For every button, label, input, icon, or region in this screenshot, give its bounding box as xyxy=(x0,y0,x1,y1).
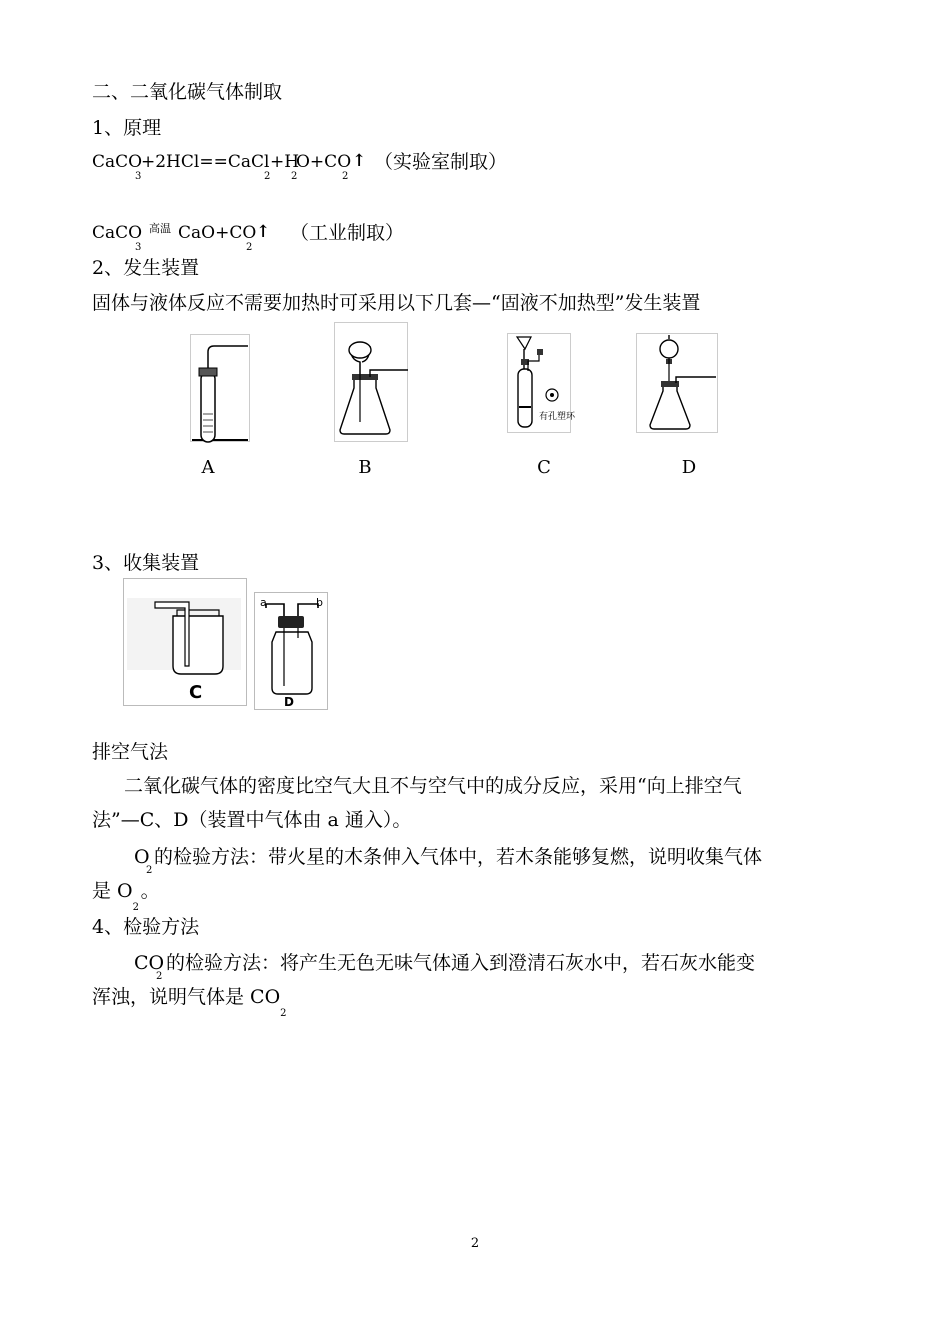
formula-subscript: 3 xyxy=(135,242,142,253)
o2-test-subscript: 2 xyxy=(146,865,153,876)
apparatus-b-figure xyxy=(334,322,408,442)
o2-test-text-2 xyxy=(92,879,160,913)
formula-subscript: 2 xyxy=(264,171,271,182)
co2-test-text-1: 的检验方法：将产生无色无味气体通入到澄清石灰水中，若石灰水能变 xyxy=(166,952,756,974)
o2-test-text-2-suffix: 。 xyxy=(140,880,160,902)
porous-plate-caption: 有孔塑环 xyxy=(539,412,576,422)
method-text-line-1: 二氧化碳气体的密度比空气大且不与空气中的成分反应，采用“向上排空气 xyxy=(124,775,742,797)
collection-c-label: C xyxy=(189,682,203,703)
collection-d-figure xyxy=(254,592,328,710)
port-a-label: a xyxy=(260,596,267,609)
apparatus-d-label: D xyxy=(681,457,697,478)
o2-test-prefix: O xyxy=(134,846,150,868)
formula-part: +H xyxy=(270,152,300,172)
formula-part: O+CO xyxy=(296,152,352,172)
apparatus-d-figure xyxy=(636,333,718,433)
formula-subscript: 2 xyxy=(342,171,349,182)
test-heading: 4、检验方法 xyxy=(92,916,200,938)
method-title: 排空气法 xyxy=(92,741,169,763)
co2-test-subscript: 2 xyxy=(156,971,163,982)
co2-test-text-2-subscript: 2 xyxy=(280,1008,287,1019)
formula-part: CaCO xyxy=(92,223,143,243)
co2-test-prefix: CO xyxy=(134,952,165,974)
apparatus-a-figure xyxy=(190,334,250,442)
up-arrow-icon: ↑ xyxy=(256,222,271,242)
generator-heading: 2、发生装置 xyxy=(92,257,200,279)
collection-c-figure xyxy=(123,578,247,706)
formula-subscript: 2 xyxy=(291,171,298,182)
method-text-line-2: 法”—C、D（装置中气体由 a 通入）。 xyxy=(92,809,412,831)
apparatus-a-label: A xyxy=(201,457,215,478)
up-arrow-icon: ↑ xyxy=(352,151,367,171)
principle-heading: 1、原理 xyxy=(92,117,162,139)
section-title: 二、二氧化碳气体制取 xyxy=(92,81,283,103)
formula-note: （工业制取） xyxy=(290,222,405,244)
o2-test-text-2-subscript: 2 xyxy=(132,902,139,913)
page-number: 2 xyxy=(470,1236,480,1251)
generator-description: 固体与液体反应不需要加热时可采用以下几套—“固液不加热型”发生装置 xyxy=(92,292,701,314)
formula-subscript: 2 xyxy=(246,242,253,253)
collection-d-label: D xyxy=(284,695,294,709)
apparatus-c-label: C xyxy=(537,457,551,478)
formula-subscript: 3 xyxy=(135,171,142,182)
reaction-condition: 高温 xyxy=(149,222,171,235)
collection-heading: 3、收集装置 xyxy=(92,552,200,574)
apparatus-c-figure xyxy=(507,333,576,433)
o2-test-text-2-prefix: 是 O xyxy=(92,880,133,902)
formula-note: （实验室制取） xyxy=(374,151,508,173)
formula-part: CaCO xyxy=(92,152,143,172)
co2-test-text-2-main: 浑浊，说明气体是 CO xyxy=(92,986,281,1008)
port-b-label: b xyxy=(316,596,323,609)
o2-test-text-1: 的检验方法：带火星的木条伸入气体中，若木条能够复燃，说明收集气体 xyxy=(154,846,763,868)
formula-part: +2HCl==CaCl xyxy=(141,152,270,172)
formula-part: CaO+CO xyxy=(178,223,257,243)
co2-test-text-2 xyxy=(92,985,288,1019)
apparatus-b-label: B xyxy=(358,457,372,478)
